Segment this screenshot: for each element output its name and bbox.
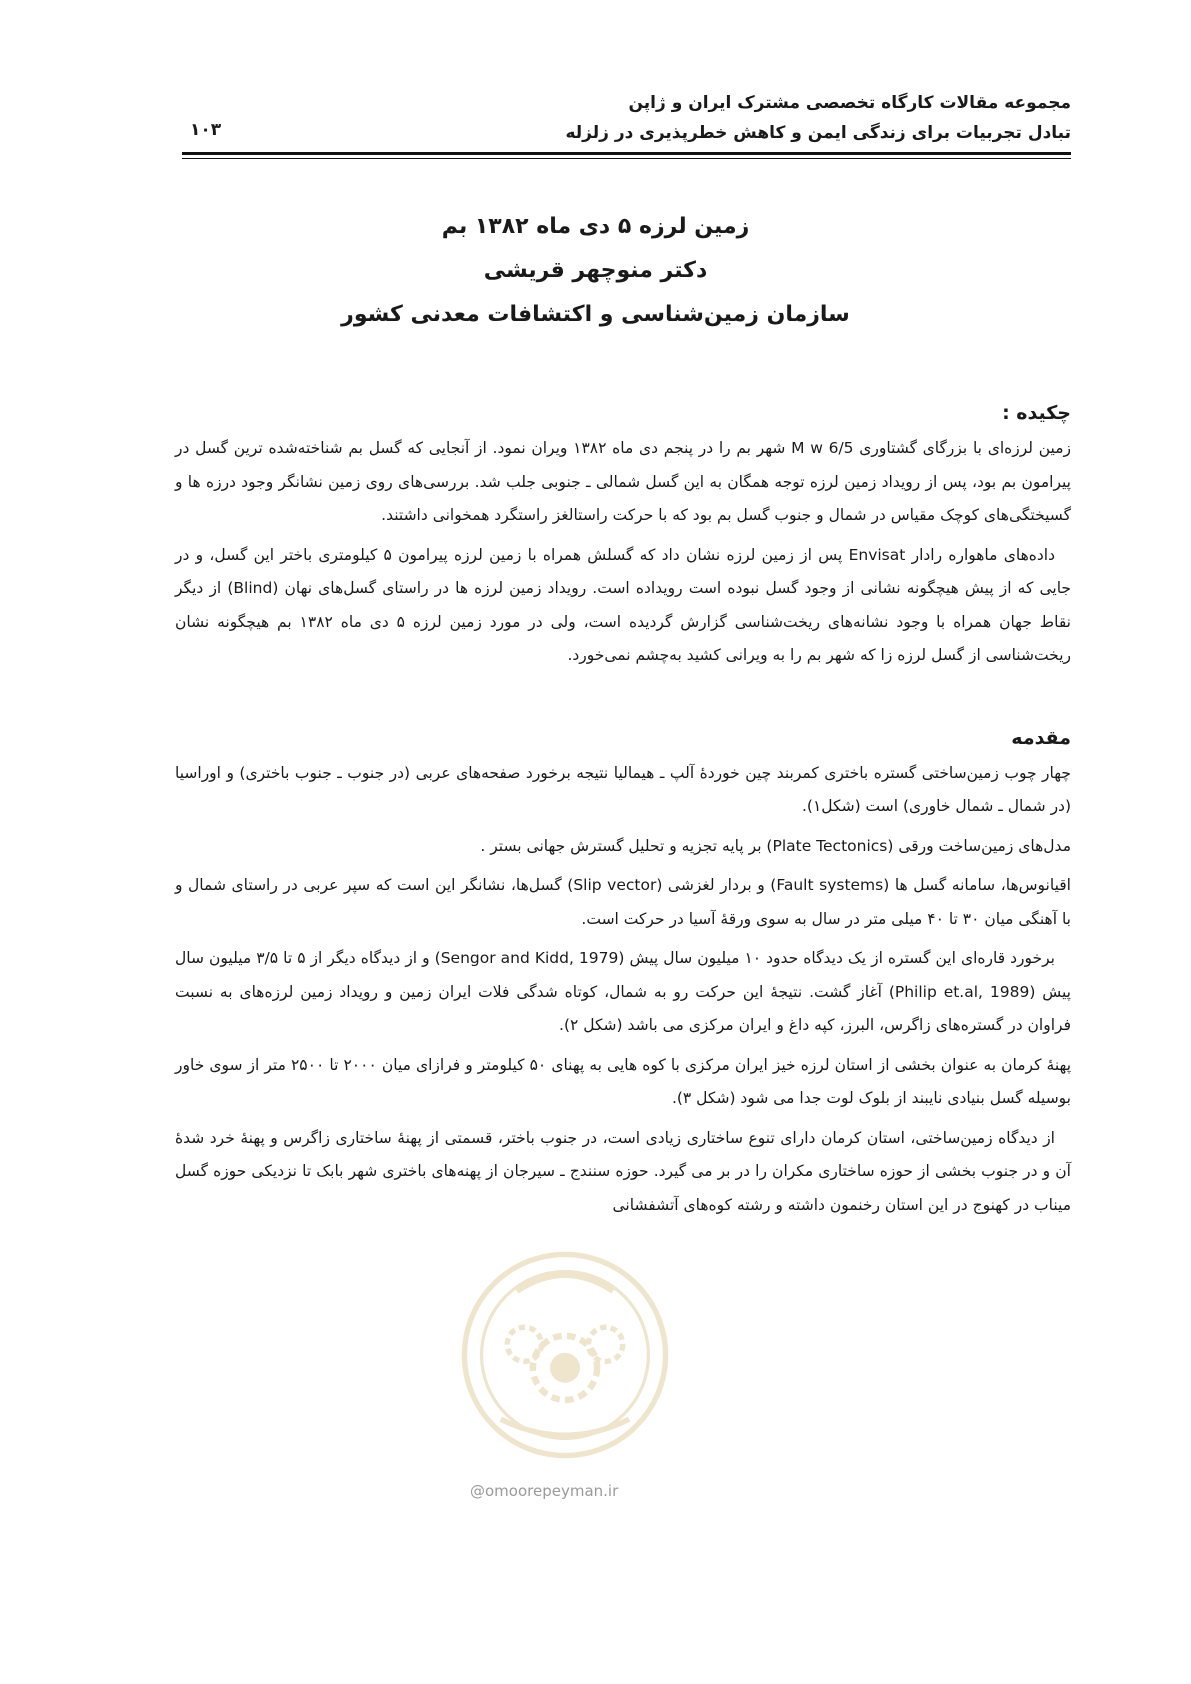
header-line-1: مجموعه مقالات کارگاه تخصصی مشترک ایران و ژاپن <box>628 93 1071 113</box>
header-rule-thin <box>182 158 1071 159</box>
intro-paragraph: برخورد قاره‌ای این گستره از یک دیدگاه حدود ۱۰ میلیون سال پیش (Sengor and Kidd, 1979) و از دیدگاه دیگر از ۵ تا ۳/۵ میلیون سال پیش (Philip et.al, 1989) آغاز گشت. نتیجهٔ این حرکت رو به شمال، کوتاه شدگی فلات ایران زمین و رویداد زمین لرزه‌های به نسبت فراوان در گستره‌های زاگرس، البرز، کپه داغ و ایران مرکزی می باشد (شکل ۲). <box>175 949 1072 1034</box>
abstract-paragraph: زمین لرزه‌ای با بزرگای گشتاوری M w 6/5 شهر بم را در پنجم دی ماه ۱۳۸۲ ویران نمود. از آنجایی که گسل بم شناخته‌شده ترین گسل در پیرامون بم بود، پس از رویداد زمین لرزه توجه همگان به این گسل شمالی ـ جنوبی جلب شد. بررسی‌های روی زمین نشانگر وجود درزه ها و گسیختگی‌های کوچک مقیاس در شمال و جنوب گسل بم بود که با حرکت راستالغز راستگرد همخوانی داشتند. <box>175 439 1071 524</box>
title-block <box>300 205 891 337</box>
header-line-2: تبادل تجربیات برای زندگی ایمن و کاهش خطرپذیری در زلزله <box>565 123 1071 143</box>
abstract-paragraph: داده‌های ماهواره رادار Envisat پس از زمین لرزه نشان داد که گسلش همراه با زمین لرزه پیرامون ۵ کیلومتری باختر این گسل، و در جایی که از پیش هیچگونه نشانی از وجود گسل نبوده است رویداده است. رویداد زمین لرزه ها در راستای گسل‌های نهان (Blind) از دیگر نقاط جهان همراه با وجود نشانه‌های ریخت‌شناسی گزارش گردیده است، ولی در مورد زمین لرزه ۵ دی ماه ۱۳۸۲ بم هیچگونه نشان ریخت‌شناسی از گسل لرزه زا که شهر بم را به ویرانی کشید به‌چشم نمی‌خورد. <box>175 545 1071 664</box>
abstract-heading: چکیده : <box>1002 402 1071 424</box>
author-name: دکتر منوچهر قریشی <box>483 258 708 283</box>
intro-paragraph: چهار چوب زمین‌ساختی گستره باختری کمربند چین خوردهٔ آلپ ـ هیمالیا نتیجه برخورد صفحه‌های عربی (در جنوب ـ جنوب باختری) و اوراسیا (در شمال ـ شمال خاوری) است (شکل۱). <box>175 763 1071 815</box>
author-affiliation: سازمان زمین‌شناسی و اکتشافات معدنی کشور <box>341 302 850 327</box>
article-body <box>175 398 1071 1228</box>
intro-paragraph: مدل‌های زمین‌ساخت ورقی (Plate Tectonics) بر پایه تجزیه و تحلیل گسترش جهانی بستر . <box>480 836 1071 855</box>
watermark-seal <box>458 1248 672 1462</box>
introduction-heading: مقدمه <box>1011 726 1071 749</box>
header-titles <box>565 88 1071 148</box>
watermark-url: @omoorepeyman.ir <box>470 1482 619 1500</box>
section-gap <box>175 679 1071 723</box>
running-header <box>180 88 1071 150</box>
intro-paragraph: پهنهٔ کرمان به عنوان بخشی از استان لرزه خیز ایران مرکزی با کوه هایی به پهنای ۵۰ کیلومتر و فرازای میان ۲۰۰۰ تا ۲۵۰۰ متر از سوی خاور بوسیله گسل بنیادی نایبند از بلوک لوت جدا می شود (شکل ۳). <box>175 1055 1072 1107</box>
page-number: ۱۰۳ <box>190 120 222 140</box>
intro-paragraph: اقیانوس‌ها، سامانه گسل ها (Fault systems) و بردار لغزشی (Slip vector) گسل‌ها، نشانگر این است که سپر عربی در راستای شمال و با آهنگی میان ۳۰ تا ۴۰ میلی متر در سال به سوی ورقهٔ آسیا در حرکت است. <box>175 876 1071 928</box>
article-title: زمین لرزه ۵ دی ماه ۱۳۸۲ بم <box>441 214 750 239</box>
header-rule <box>182 152 1071 155</box>
intro-paragraph: از دیدگاه زمین‌ساختی، استان کرمان دارای تنوع ساختاری زیادی است، در جنوب باختر، قسمتی از پهنهٔ ساختاری زاگرس و پهنهٔ خرد شدهٔ آن و در جنوب بخشی از حوزه ساختاری مکران را در بر می گیرد. حوزه سنندج ـ سیرجان از پهنه‌های باختری شهر بابک تا نزدیکی حوزه گسل میناب در کهنوج در این استان رخنمون داشته و رشته کوه‌های آتشفشانی <box>175 1128 1071 1214</box>
